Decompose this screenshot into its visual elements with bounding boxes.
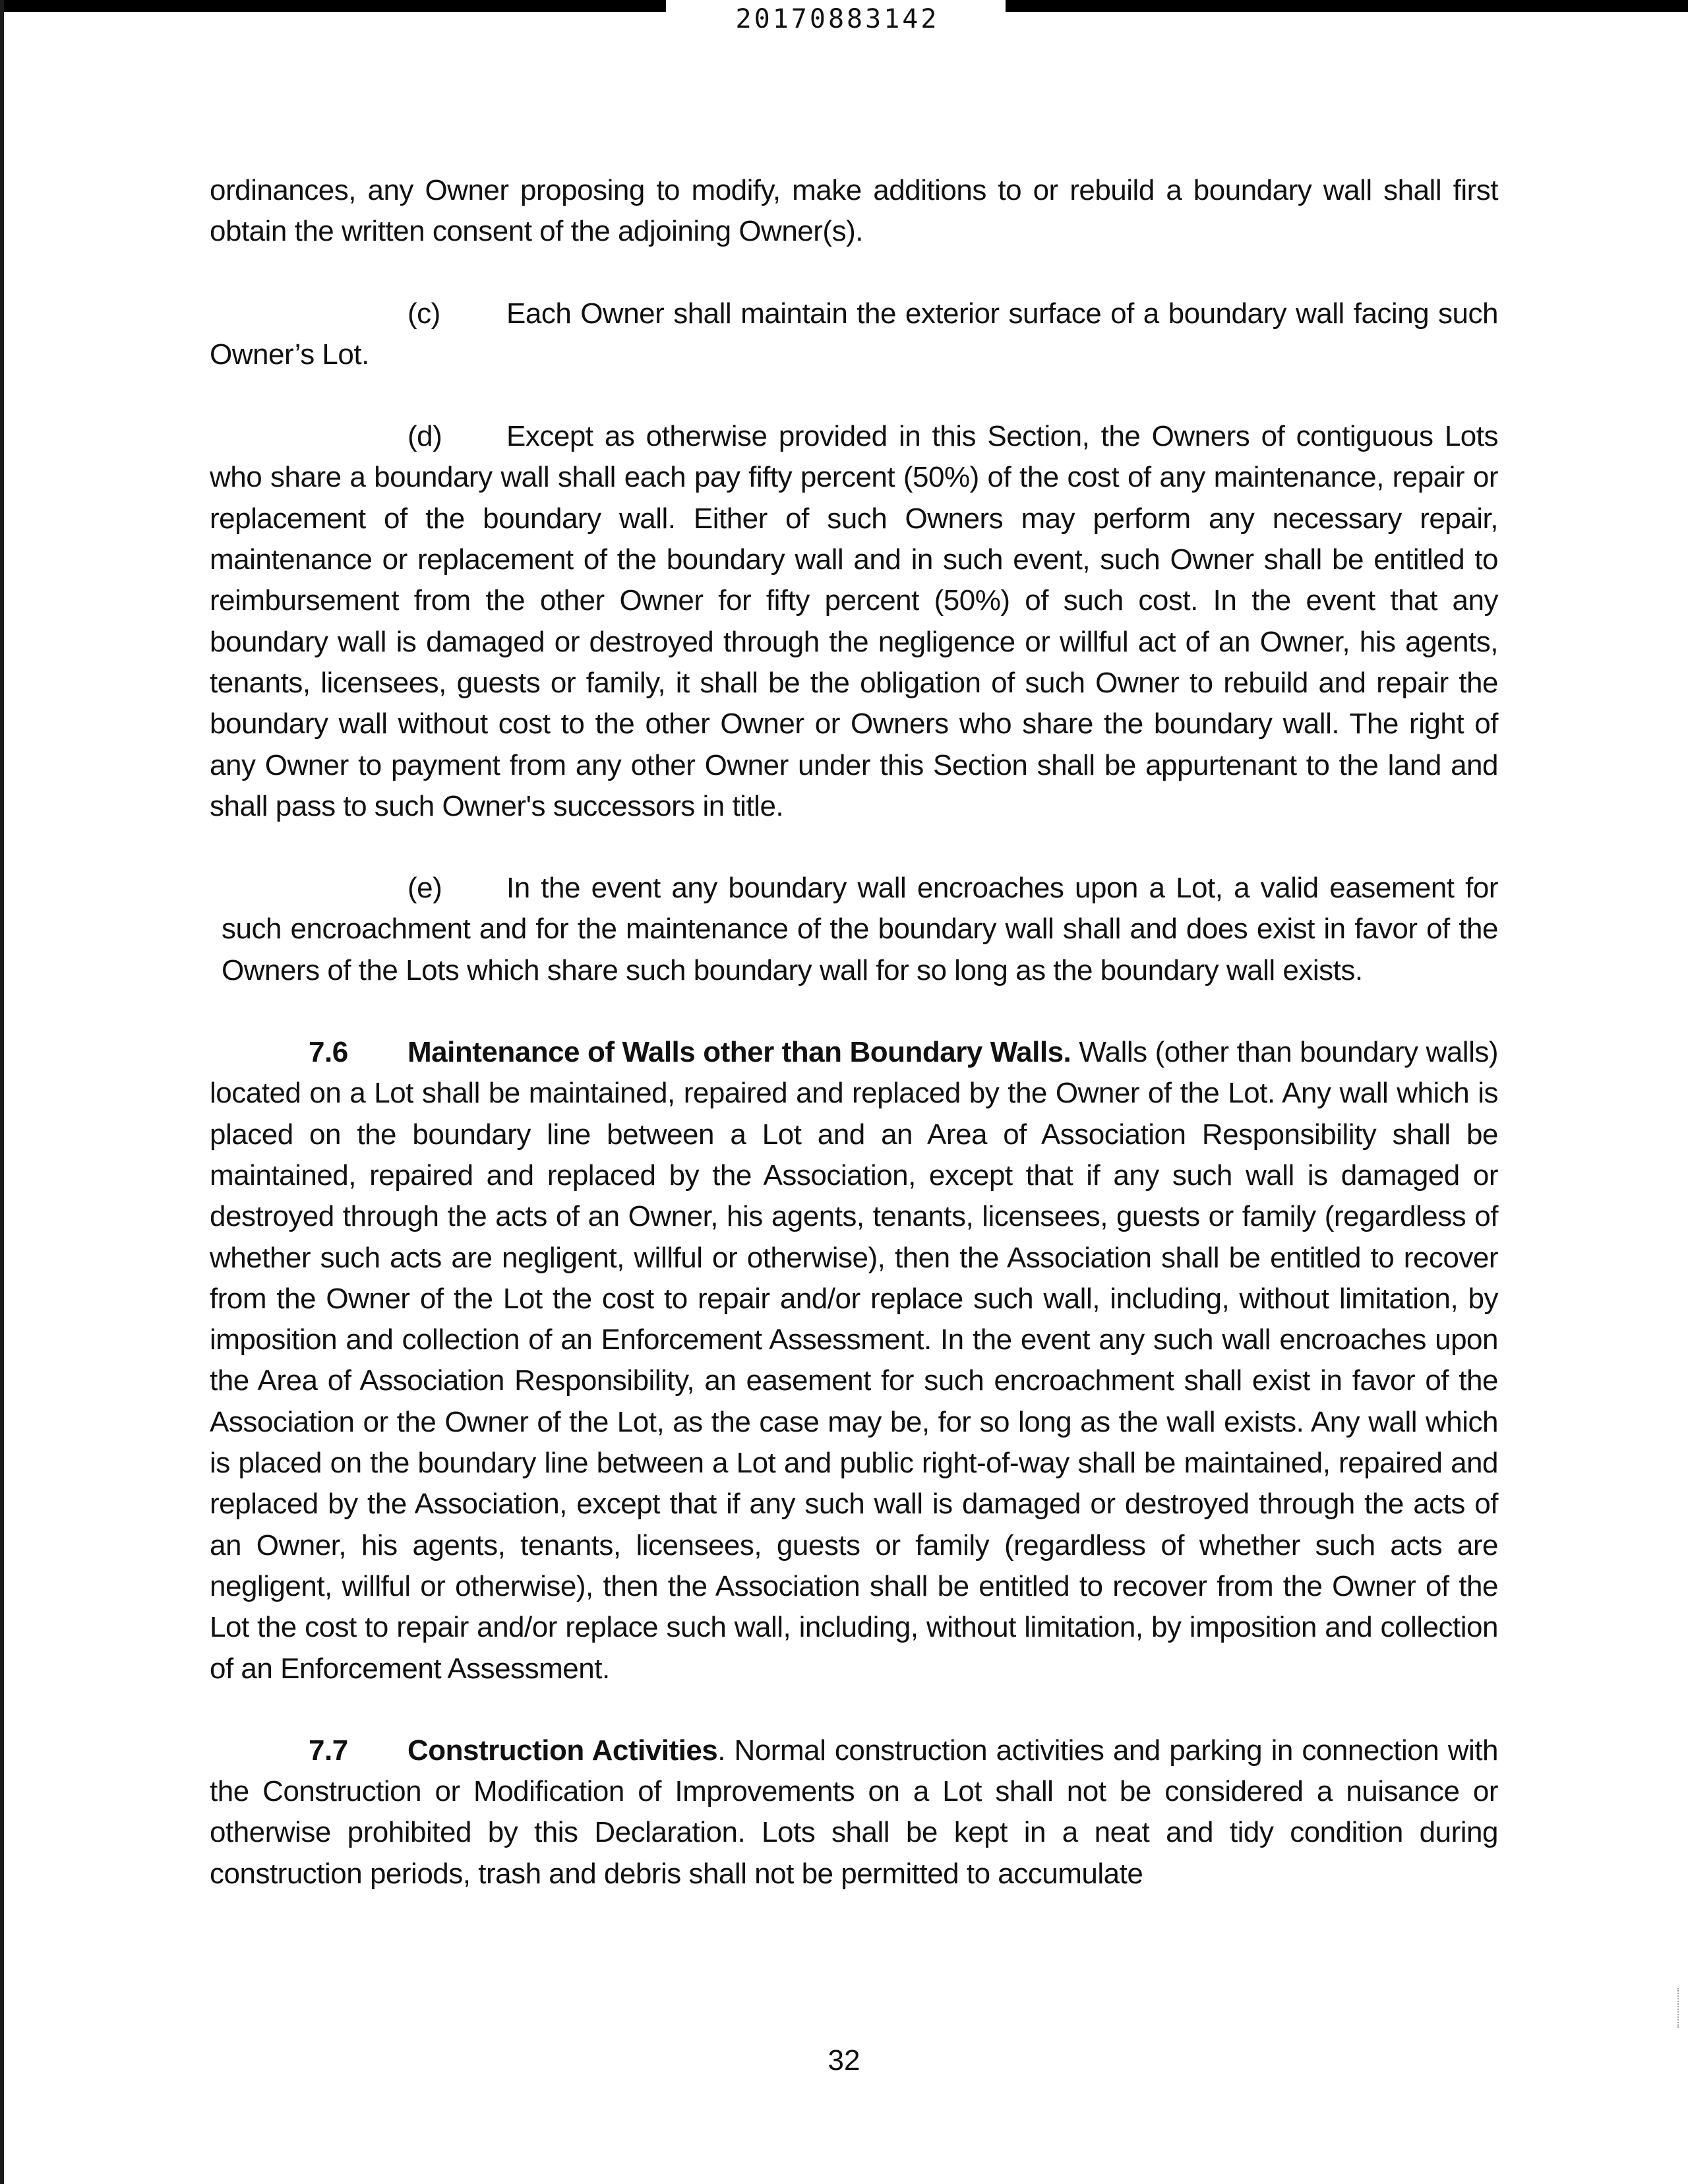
subsection-e-label: (e) (407, 872, 442, 905)
subsection-d-text: Except as otherwise provided in this Section, the Owners of contiguous Lots who share a boundary wall shall each pay fifty percent (50%) of the cost of any maintenance, repair or replacement of the boundary wall. Either of such Owners may perform any necessary repair, maintenance or replacement of the boundary wall and in such event, such Owner shall be entitled to reimbursement from the other Owner for fifty percent (50%) of such cost. In the event that any boundary wall is damaged or destroyed through the negligence or willful act of an Owner, his agents, tenants, licensees, guests or family, it shall be the obligation of such Owner to rebuild and repair the boundary wall without cost to the other Owner or Owners who share the boundary wall. The right of any Owner to payment from any other Owner under this Section shall be appurtenant to the land and shall pass to such Owner's successors in title. (210, 420, 1498, 822)
page-number: 32 (828, 2044, 860, 2077)
scan-top-bar-left (0, 0, 666, 12)
subsection-c (210, 293, 1498, 376)
scan-left-edge (0, 0, 4, 2184)
section-7-6-title: Maintenance of Walls other than Boundary Walls. (407, 1036, 1071, 1069)
document-number: 20170883142 (735, 4, 940, 34)
section-7-7-text: . Normal construction activities and parking in connection with the Construction or Modification of Improvements on a Lot shall not be considered a nuisance or otherwise prohibited by this Declaration. Lots shall be kept in a neat and tidy condition during construction periods, trash and debris shall not be permitted to accumulate (210, 1734, 1499, 1890)
paragraph-continuation: ordinances, any Owner proposing to modify, make additions to or rebuild a boundary wall shall first obtain the written consent of the adjoining Owner(s). (210, 174, 1498, 248)
section-7-7-title: Construction Activities (407, 1734, 718, 1767)
subsection-c-label: (c) (407, 297, 440, 330)
section-7-6-number: 7.6 (309, 1036, 348, 1069)
subsection-e-text: In the event any boundary wall encroaches upon a Lot, a valid easement for such encroachment and for the maintenance of the boundary wall shall and does exist in favor of the Owners of the Lots which share such boundary wall for so long as the boundary wall exists. (222, 872, 1498, 986)
section-7-7-number: 7.7 (309, 1734, 348, 1767)
section-7-7 (210, 1730, 1498, 1895)
subsection-e (210, 868, 1498, 991)
subsection-d (210, 416, 1498, 827)
section-7-6 (210, 1032, 1498, 1689)
subsection-d-label: (d) (407, 420, 442, 453)
subsection-c-text: Each Owner shall maintain the exterior surface of a boundary wall facing such Owner’s Lot. (210, 297, 1498, 371)
scan-edge-mark (1677, 1988, 1680, 2028)
section-7-6-text: Walls (other than boundary walls) located on a Lot shall be maintained, repaired and replaced by the Owner of the Lot. Any wall which is placed on the boundary line between a Lot and an Area of Association Responsibility shall be maintained, repaired and replaced by the Association, except that if any such wall is damaged or destroyed through the acts of an Owner, his agents, tenants, licensees, guests or family (regardless of whether such acts are negligent, willful or otherwise), then the Association shall be entitled to recover from the Owner of the Lot the cost to repair and/or replace such wall, including, without limitation, by imposition and collection of an Enforcement Assessment. In the event any such wall encroaches upon the Area of Association Responsibility, an easement for such encroachment shall exist in favor of the Association or the Owner of the Lot, as the case may be, for so long as the wall exists. Any wall which is placed on the boundary line between a Lot and public right-of-way shall be maintained, repaired and replaced by the Association, except that if any such wall is damaged or destroyed through the acts of an Owner, his agents, tenants, licensees, guests or family (regardless of whether such acts are negligent, willful or otherwise), then the Association shall be entitled to recover from the Owner of the Lot the cost to repair and/or replace such wall, including, without limitation, by imposition and collection of an Enforcement Assessment. (210, 1036, 1499, 1685)
scan-top-bar-right (1006, 0, 1688, 12)
page-body (210, 170, 1498, 1935)
